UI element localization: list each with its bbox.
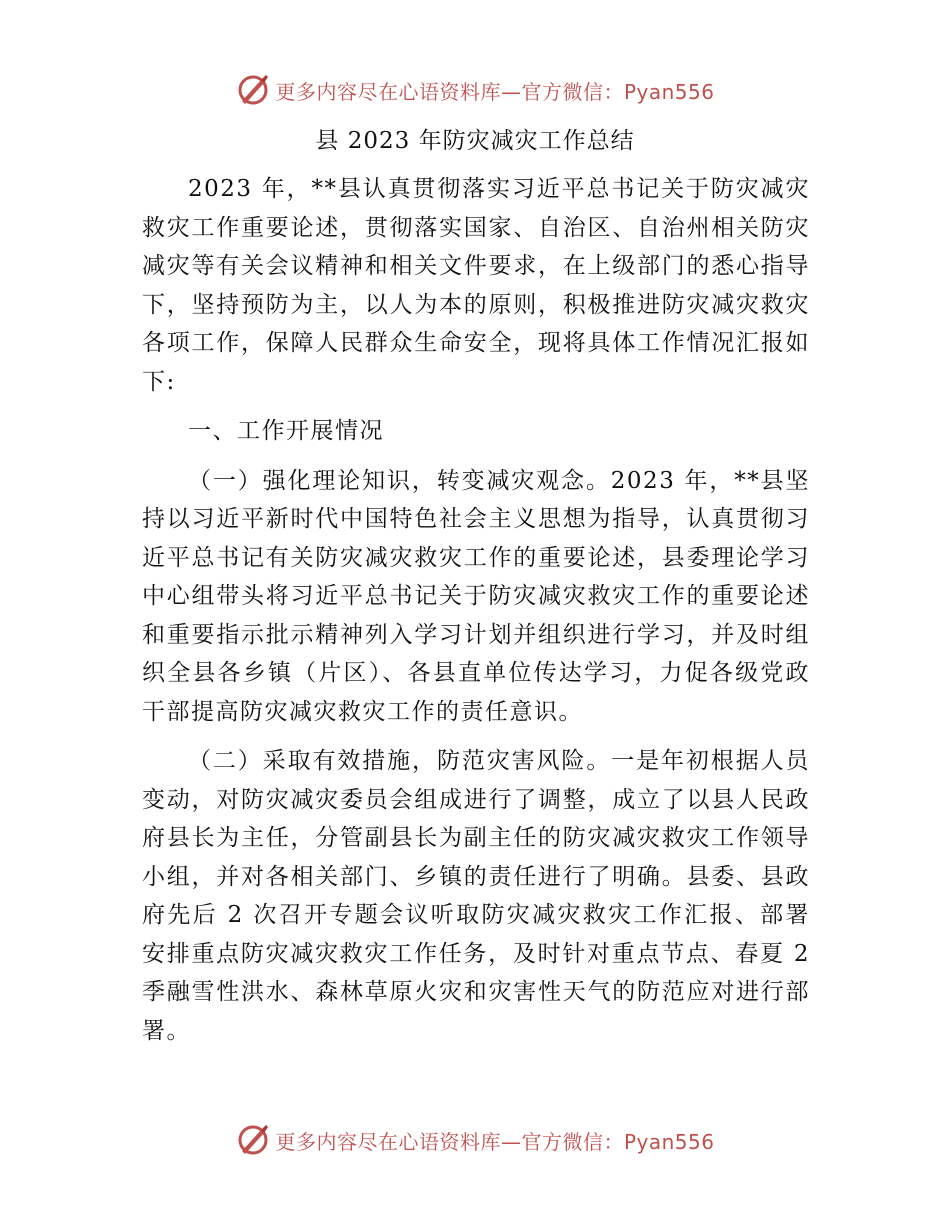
paragraph-item-2: （二）采取有效措施，防范灾害风险。一是年初根据人员变动，对防灾减灾委员会组成进行了调整，成立了以县人民政府县长为主任，分管副县长为副主任的防灾减灾救灾工作领导小组，并对各相关部门、乡镇的责任进行了明确。县委、县政府先后 2 次召开专题会议听取防灾减灾救灾工作汇报、部署安排重点防灾减灾救灾工作任务，及时针对重点节点、春夏 2 季融雪性洪水、森林草原火灾和灾害性天气的防范应对进行部署。 (142, 748, 810, 1044)
section-heading: 一、工作开展情况 (188, 418, 384, 444)
watermark-footer (0, 1120, 950, 1160)
document-body (142, 170, 810, 1050)
pen-logo-icon (235, 1122, 271, 1158)
document-title: 县 2023 年防灾减灾工作总结 (315, 128, 635, 154)
paragraph-intro: 2023 年，**县认真贯彻落实习近平总书记关于防灾减灾救灾工作重要论述，贯彻落实国家、自治区、自治州相关防灾减灾等有关会议精神和相关文件要求，在上级部门的悉心指导下，坚持预防为主，以人为本的原则，积极推进防灾减灾救灾各项工作，保障人民群众生命安全，现将具体工作情况汇报如下: (142, 176, 810, 395)
watermark-header (0, 70, 950, 110)
paragraph-item-1: （一）强化理论知识，转变减灾观念。2023 年，**县坚持以习近平新时代中国特色社会主义思想为指导，认真贯彻习近平总书记有关防灾减灾救灾工作的重要论述，县委理论学习中心组带头将习近平总书记关于防灾减灾救灾工作的重要论述和重要指示批示精神列入学习计划并组织进行学习，并及时组织全县各乡镇（片区）、各县直单位传达学习，力促各级党政干部提高防灾减灾救灾工作的责任意识。 (142, 467, 810, 725)
watermark-text: 更多内容尽在心语资料库—官方微信：Pyan556 (275, 1129, 715, 1154)
watermark-text: 更多内容尽在心语资料库—官方微信：Pyan556 (275, 79, 715, 104)
pen-logo-icon (235, 72, 271, 108)
